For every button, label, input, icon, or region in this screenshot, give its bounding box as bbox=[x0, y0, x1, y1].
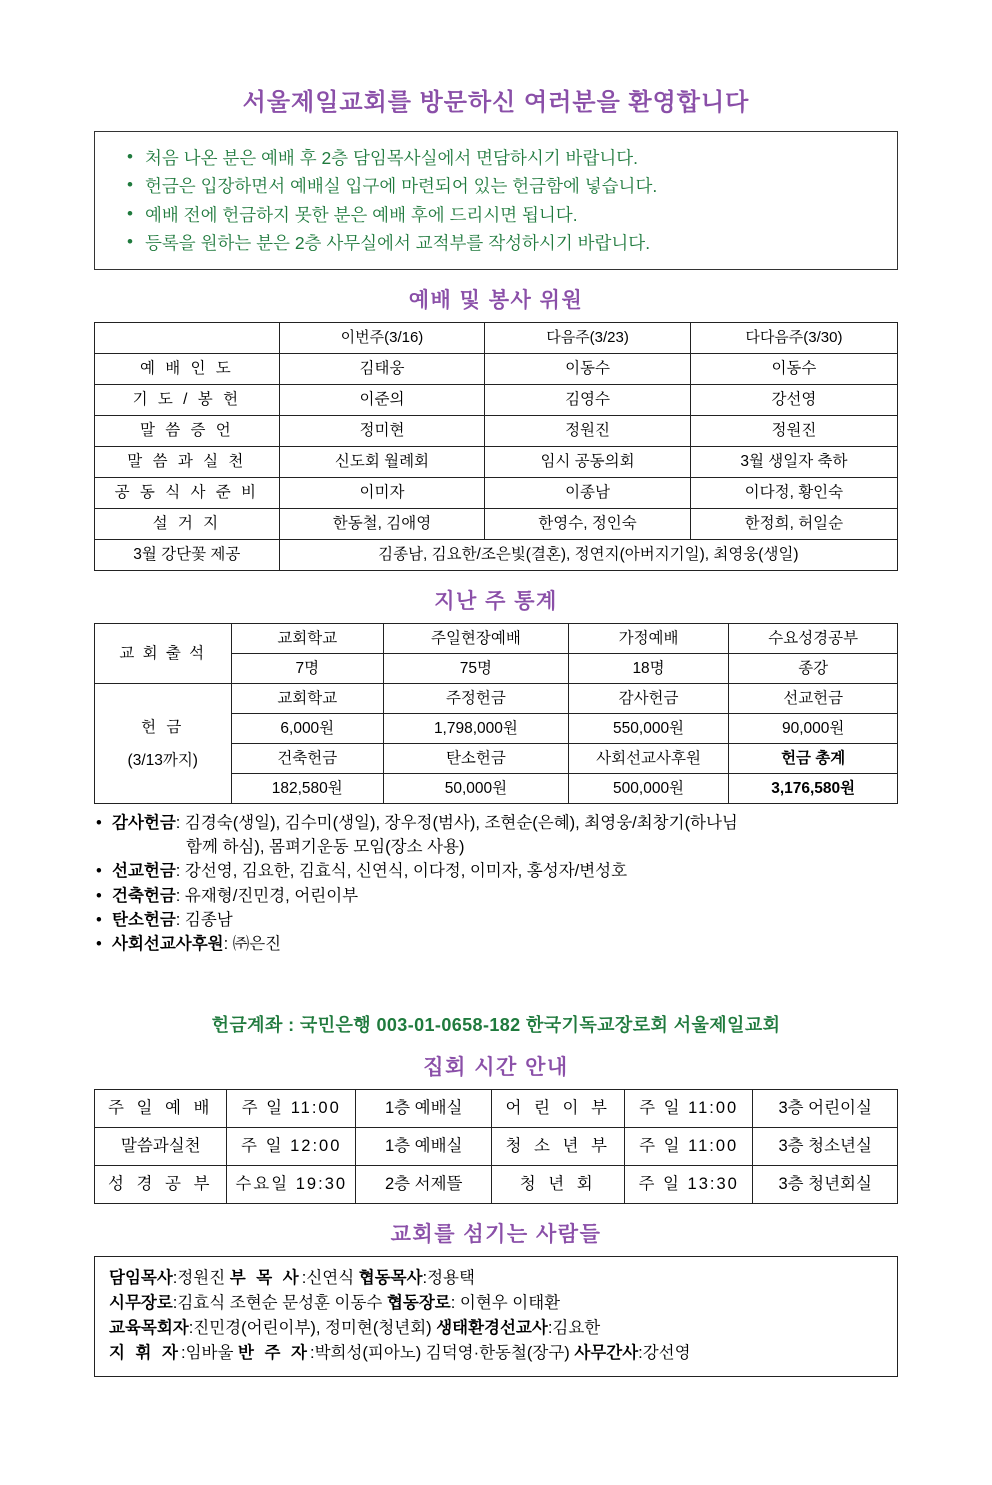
meeting-table bbox=[94, 1089, 898, 1204]
welcome-item: • 헌금은 입장하면서 예배실 입구에 마련되어 있는 헌금함에 넣습니다. bbox=[123, 172, 887, 200]
table-row bbox=[95, 447, 898, 478]
offering-header: 교회학교 bbox=[231, 684, 384, 714]
offering-value: 500,000원 bbox=[568, 774, 729, 804]
duty-header-blank bbox=[95, 323, 280, 354]
offering-value: 50,000원 bbox=[384, 774, 569, 804]
note-row bbox=[96, 885, 896, 908]
offering-value: 550,000원 bbox=[568, 714, 729, 744]
table-row bbox=[95, 416, 898, 447]
servants-role: 협동장로 bbox=[386, 1293, 451, 1312]
servants-names: : 이현우 이태환 bbox=[450, 1293, 561, 1312]
table-row bbox=[95, 624, 898, 654]
meeting-place: 3층 청년회실 bbox=[753, 1165, 898, 1203]
meeting-table-wrap bbox=[94, 1089, 898, 1204]
offering-value: 6,000원 bbox=[231, 714, 384, 744]
attendance-header: 교회학교 bbox=[231, 624, 384, 654]
meeting-time: 주 일 11:00 bbox=[227, 1089, 355, 1127]
note-label: 건축헌금 bbox=[112, 886, 176, 905]
welcome-item: • 처음 나온 분은 예배 후 2층 담임목사실에서 면담하시기 바랍니다. bbox=[123, 144, 887, 172]
note-text: : 강선영, 김요한, 김효식, 신연식, 이다정, 이미자, 홍성자/변성호 bbox=[175, 862, 628, 881]
table-row bbox=[95, 509, 898, 540]
meeting-time: 주 일 11:00 bbox=[624, 1089, 752, 1127]
duty-cell: 한영수, 정인숙 bbox=[485, 509, 691, 540]
attendance-value: 18명 bbox=[568, 654, 729, 684]
duty-cell: 김태웅 bbox=[279, 354, 485, 385]
note-label: 탄소헌금 bbox=[112, 911, 176, 930]
servants-names: :박희성(피아노) 김덕영·한동철(장구) bbox=[310, 1344, 575, 1363]
meeting-time: 주 일 12:00 bbox=[227, 1127, 355, 1165]
table-row bbox=[95, 540, 898, 571]
attendance-label: 교 회 출 석 bbox=[95, 624, 232, 684]
duty-row-label: 기 도 / 봉 헌 bbox=[95, 385, 280, 416]
table-row bbox=[95, 478, 898, 509]
table-row bbox=[95, 354, 898, 385]
attendance-header: 가정예배 bbox=[568, 624, 729, 654]
servants-line bbox=[109, 1341, 883, 1366]
servants-names: :김요한 bbox=[547, 1319, 601, 1338]
offering-label bbox=[95, 684, 232, 804]
duty-cell: 신도회 월례회 bbox=[279, 447, 485, 478]
offering-label-line2: (3/13까지) bbox=[127, 751, 198, 769]
servants-section-title: 교회를 섬기는 사람들 bbox=[390, 1222, 602, 1246]
meeting-name: 주 일 예 배 bbox=[95, 1089, 227, 1127]
duty-cell: 이종남 bbox=[485, 478, 691, 509]
note-label: 감사헌금 bbox=[112, 814, 176, 833]
duty-row-label: 공 동 식 사 준 비 bbox=[95, 478, 280, 509]
duty-table-wrap bbox=[94, 322, 898, 571]
servants-names: :김효식 조현순 문성훈 이동수 bbox=[172, 1293, 387, 1312]
offering-value: 1,798,000원 bbox=[384, 714, 569, 744]
attendance-header: 수요성경공부 bbox=[729, 624, 898, 654]
meeting-name: 어 린 이 부 bbox=[492, 1089, 624, 1127]
offering-header: 주정헌금 bbox=[384, 684, 569, 714]
duty-table bbox=[94, 322, 898, 571]
welcome-box bbox=[94, 131, 898, 270]
servants-line bbox=[109, 1266, 883, 1291]
duty-section-title: 예배 및 봉사 위원 bbox=[408, 289, 584, 313]
servants-role: 사무간사 bbox=[574, 1344, 639, 1363]
note-label: 선교헌금 bbox=[112, 862, 176, 881]
duty-cell: 3월 생일자 축하 bbox=[690, 447, 897, 478]
servants-line bbox=[109, 1316, 883, 1341]
offering-header: 탄소헌금 bbox=[384, 744, 569, 774]
meeting-name: 청 년 회 bbox=[492, 1165, 624, 1203]
note-label: 사회선교사후원 bbox=[112, 935, 224, 954]
offering-notes bbox=[96, 812, 896, 957]
offering-header: 사회선교사후원 bbox=[568, 744, 729, 774]
duty-cell: 이동수 bbox=[485, 354, 691, 385]
duty-row-label: 말 씀 증 언 bbox=[95, 416, 280, 447]
welcome-title: 서울제일교회를 방문하신 여러분을 환영합니다 bbox=[242, 89, 750, 116]
meeting-place: 1층 예배실 bbox=[355, 1089, 492, 1127]
duty-cell: 한정희, 허일순 bbox=[690, 509, 897, 540]
servants-names: :정원진 bbox=[172, 1268, 230, 1287]
note-text: : 김종남 bbox=[175, 911, 233, 930]
meeting-name: 청 소 년 부 bbox=[492, 1127, 624, 1165]
offering-header: 선교헌금 bbox=[729, 684, 898, 714]
meeting-time: 주 일 13:30 bbox=[624, 1165, 752, 1203]
meeting-place: 2층 서제뜰 bbox=[355, 1165, 492, 1203]
table-row bbox=[95, 1127, 898, 1165]
table-row bbox=[95, 1089, 898, 1127]
servants-names: :강선영 bbox=[638, 1344, 691, 1363]
note-row bbox=[96, 933, 896, 956]
duty-header-week2: 다음주(3/23) bbox=[485, 323, 691, 354]
welcome-item: • 예배 전에 헌금하지 못한 분은 예배 후에 드리시면 됩니다. bbox=[123, 201, 887, 229]
meeting-time: 수요일 19:30 bbox=[227, 1165, 355, 1203]
duty-row-label: 설 거 지 bbox=[95, 509, 280, 540]
meeting-place: 3층 청소년실 bbox=[753, 1127, 898, 1165]
note-row bbox=[96, 812, 896, 859]
note-text: : 김경숙(생일), 김수미(생일), 장우정(범사), 조현순(은혜), 최영웅/최창기(하나님 bbox=[175, 814, 738, 833]
duty-cell: 이동수 bbox=[690, 354, 897, 385]
offering-account: 헌금계좌 : 국민은행 003-01-0658-182 한국기독교장로회 서울제일교회 bbox=[211, 1014, 781, 1035]
stats-table bbox=[94, 623, 898, 804]
duty-cell: 한동철, 김애영 bbox=[279, 509, 485, 540]
servants-names: :임바울 bbox=[181, 1344, 238, 1363]
stats-section-title: 지난 주 통계 bbox=[434, 590, 558, 614]
meeting-section-title: 집회 시간 안내 bbox=[423, 1055, 569, 1079]
duty-row-label: 말 씀 과 실 천 bbox=[95, 447, 280, 478]
table-row bbox=[95, 684, 898, 714]
duty-row-label: 예 배 인 도 bbox=[95, 354, 280, 385]
servants-role: 시무장로 bbox=[109, 1293, 173, 1312]
duty-header-week1: 이번주(3/16) bbox=[279, 323, 485, 354]
stats-table-wrap bbox=[94, 623, 898, 804]
note-text-cont: 함께 하심), 몸펴기운동 모임(장소 사용) bbox=[186, 837, 465, 856]
servants-role: 부 목 사 bbox=[229, 1268, 302, 1287]
servants-names: :진민경(어린이부), 정미현(청년회) bbox=[188, 1319, 437, 1338]
servants-role: 담임목사 bbox=[109, 1268, 173, 1287]
note-row bbox=[96, 860, 896, 883]
table-row bbox=[95, 385, 898, 416]
duty-cell: 강선영 bbox=[690, 385, 897, 416]
servants-box bbox=[94, 1256, 898, 1377]
duty-cell: 정원진 bbox=[485, 416, 691, 447]
duty-cell: 김영수 bbox=[485, 385, 691, 416]
offering-total-value: 3,176,580원 bbox=[729, 774, 898, 804]
servants-role: 반 주 자 bbox=[238, 1344, 310, 1363]
offering-header: 감사헌금 bbox=[568, 684, 729, 714]
offering-total-header: 헌금 총계 bbox=[729, 744, 898, 774]
offering-label-line1: 헌 금 bbox=[141, 718, 185, 736]
meeting-name: 말씀과실천 bbox=[95, 1127, 227, 1165]
servants-names: :신연식 bbox=[301, 1268, 359, 1287]
servants-role: 교육목회자 bbox=[109, 1319, 189, 1338]
welcome-item: • 등록을 원하는 분은 2층 사무실에서 교적부를 작성하시기 바랍니다. bbox=[123, 229, 887, 257]
offering-value: 182,580원 bbox=[231, 774, 384, 804]
servants-role: 생태환경선교사 bbox=[436, 1319, 548, 1338]
servants-names: :정용택 bbox=[422, 1268, 475, 1287]
attendance-header: 주일현장예배 bbox=[384, 624, 569, 654]
duty-header-week3: 다다음주(3/30) bbox=[690, 323, 897, 354]
attendance-value: 75명 bbox=[384, 654, 569, 684]
note-text: : 유재형/진민경, 어린이부 bbox=[175, 886, 359, 905]
table-row bbox=[95, 323, 898, 354]
servants-role: 협동목사 bbox=[358, 1268, 423, 1287]
flower-value: 김종남, 김요한/조은빛(결혼), 정연지(아버지기일), 최영웅(생일) bbox=[279, 540, 897, 571]
duty-cell: 정미현 bbox=[279, 416, 485, 447]
duty-cell: 이미자 bbox=[279, 478, 485, 509]
attendance-value: 종강 bbox=[729, 654, 898, 684]
meeting-place: 1층 예배실 bbox=[355, 1127, 492, 1165]
meeting-time: 주 일 11:00 bbox=[624, 1127, 752, 1165]
meeting-name: 성 경 공 부 bbox=[95, 1165, 227, 1203]
duty-cell: 이다정, 황인숙 bbox=[690, 478, 897, 509]
attendance-value: 7명 bbox=[231, 654, 384, 684]
meeting-place: 3층 어린이실 bbox=[753, 1089, 898, 1127]
bulletin-page bbox=[0, 82, 992, 1485]
flower-label: 3월 강단꽃 제공 bbox=[95, 540, 280, 571]
offering-value: 90,000원 bbox=[729, 714, 898, 744]
welcome-list bbox=[123, 144, 887, 257]
servants-line bbox=[109, 1291, 883, 1316]
offering-header: 건축헌금 bbox=[231, 744, 384, 774]
table-row bbox=[95, 1165, 898, 1203]
note-row bbox=[96, 909, 896, 932]
duty-cell: 정원진 bbox=[690, 416, 897, 447]
servants-role: 지 휘 자 bbox=[109, 1344, 181, 1363]
duty-cell: 임시 공동의회 bbox=[485, 447, 691, 478]
note-text: : ㈜은진 bbox=[223, 935, 282, 954]
duty-cell: 이준의 bbox=[279, 385, 485, 416]
